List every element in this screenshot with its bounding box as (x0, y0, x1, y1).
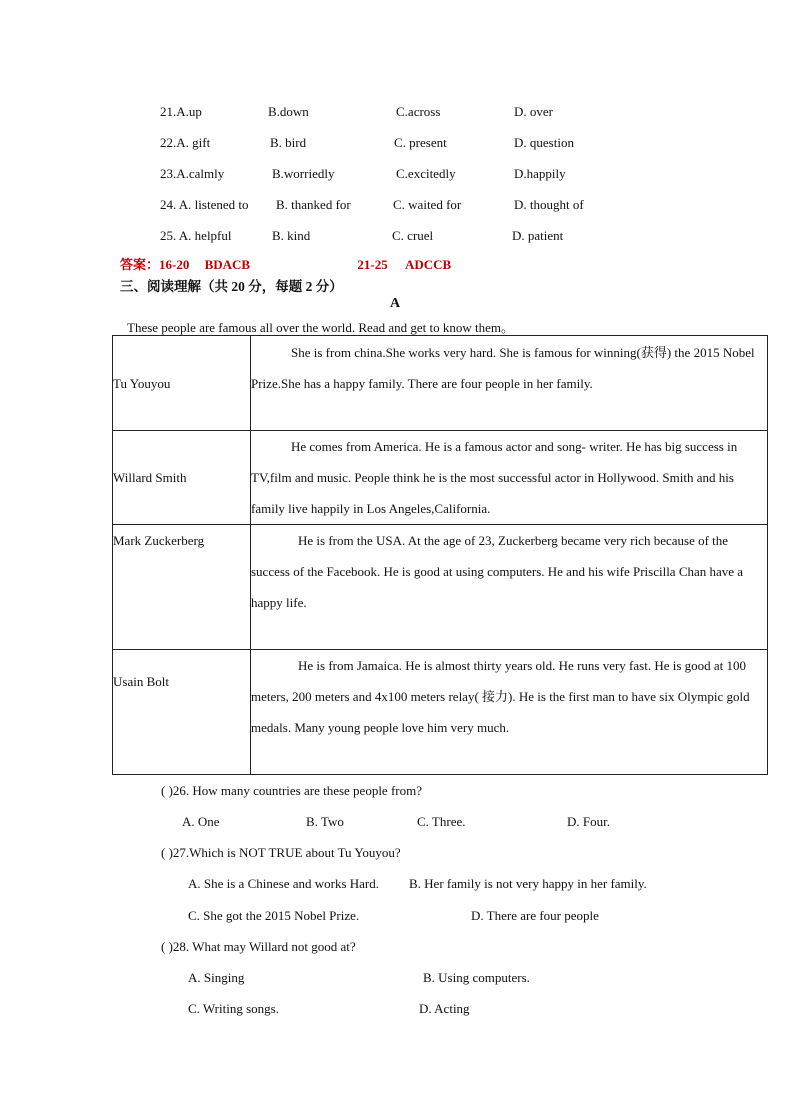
option-a: 25. A. helpful (160, 228, 232, 243)
option-d: D. thought of (514, 197, 584, 212)
passage-intro: These people are famous all over the world. Read and get to know them。 (127, 320, 514, 335)
question-28-option-d[interactable]: D. Acting (419, 1001, 470, 1016)
answer-second-label: 21-25 (357, 257, 388, 272)
person-description: He is from Jamaica. He is almost thirty years old. He runs very fast. He is good at 100 meters, 200 meters and 4x100 meters relay( 接力). He is the first man to have six Olympic gold medals. Many young people love him very much. (251, 650, 768, 775)
option-c: C. waited for (393, 197, 462, 212)
cloze-options-23 (0, 166, 790, 186)
question-28-option-c[interactable]: C. Writing songs. (188, 1001, 279, 1016)
person-name: Willard Smith (113, 431, 251, 525)
cloze-options-25 (0, 228, 790, 248)
answer-first: BDACB (204, 257, 251, 272)
option-c: C.excitedly (396, 166, 456, 181)
answer-second: ADCCB (404, 257, 452, 272)
answer-key (120, 254, 451, 273)
cloze-options-24 (0, 197, 790, 217)
option-a: 24. A. listened to (160, 197, 249, 212)
person-description: He is from the USA. At the age of 23, Zuckerberg became very rich because of the success of the Facebook. He is good at using computers. He and his wife Priscilla Chan have a happy life. (251, 525, 768, 650)
question-26-option-b[interactable]: B. Two (306, 814, 344, 829)
person-name: Usain Bolt (113, 650, 251, 775)
question-27-stem: ( )27.Which is NOT TRUE about Tu Youyou? (161, 845, 401, 860)
option-c: C.across (396, 104, 441, 119)
question-26-stem: ( )26. How many countries are these people from? (161, 783, 422, 798)
option-b: B. thanked for (276, 197, 351, 212)
option-b: B.down (268, 104, 309, 119)
option-a: 21.A.up (160, 104, 202, 119)
question-28-option-b[interactable]: B. Using computers. (423, 970, 530, 985)
option-b: B. bird (270, 135, 307, 150)
passage-letter: A (390, 296, 401, 311)
option-a: 22.A. gift (160, 135, 211, 150)
option-b: B.worriedly (272, 166, 335, 181)
person-name: Mark Zuckerberg (113, 525, 251, 650)
option-d: D. over (514, 104, 553, 119)
question-26-option-c[interactable]: C. Three. (417, 814, 466, 829)
cloze-options-22 (0, 135, 790, 155)
question-27-option-a[interactable]: A. She is a Chinese and works Hard. (188, 876, 379, 891)
table-row (113, 525, 768, 650)
person-description: He comes from America. He is a famous actor and song- writer. He has big success in TV,film and music. People think he is the most successful actor in Hollywood. Smith and his family live happily in Los Angeles,California. (251, 431, 768, 525)
section-title: 三、阅读理解（共 20 分，每题 2 分） (120, 279, 343, 294)
option-b: B. kind (272, 228, 311, 243)
option-d: D. question (514, 135, 574, 150)
table-row (113, 336, 768, 431)
question-26-option-d[interactable]: D. Four. (567, 814, 610, 829)
question-27-option-c[interactable]: C. She got the 2015 Nobel Prize. (188, 908, 360, 923)
answer-label: 答案：16-20 (120, 257, 190, 272)
question-28-stem: ( )28. What may Willard not good at? (161, 939, 356, 954)
option-c: C. present (394, 135, 447, 150)
table-row (113, 431, 768, 525)
option-a: 23.A.calmly (160, 166, 225, 181)
question-26-option-a[interactable]: A. One (182, 814, 220, 829)
cloze-options-21 (0, 104, 790, 124)
table-row (113, 650, 768, 775)
option-d: D.happily (514, 166, 566, 181)
option-c: C. cruel (392, 228, 434, 243)
question-27-option-b[interactable]: B. Her family is not very happy in her family. (409, 876, 647, 891)
question-28-option-a[interactable]: A. Singing (188, 970, 245, 985)
person-description: She is from china.She works very hard. She is famous for winning(获得) the 2015 Nobel Prize.She has a happy family. There are four people in her family. (251, 336, 768, 431)
option-d: D. patient (512, 228, 564, 243)
person-name: Tu Youyou (113, 336, 251, 431)
question-27-option-d[interactable]: D. There are four people (471, 908, 599, 923)
people-table (112, 335, 768, 775)
